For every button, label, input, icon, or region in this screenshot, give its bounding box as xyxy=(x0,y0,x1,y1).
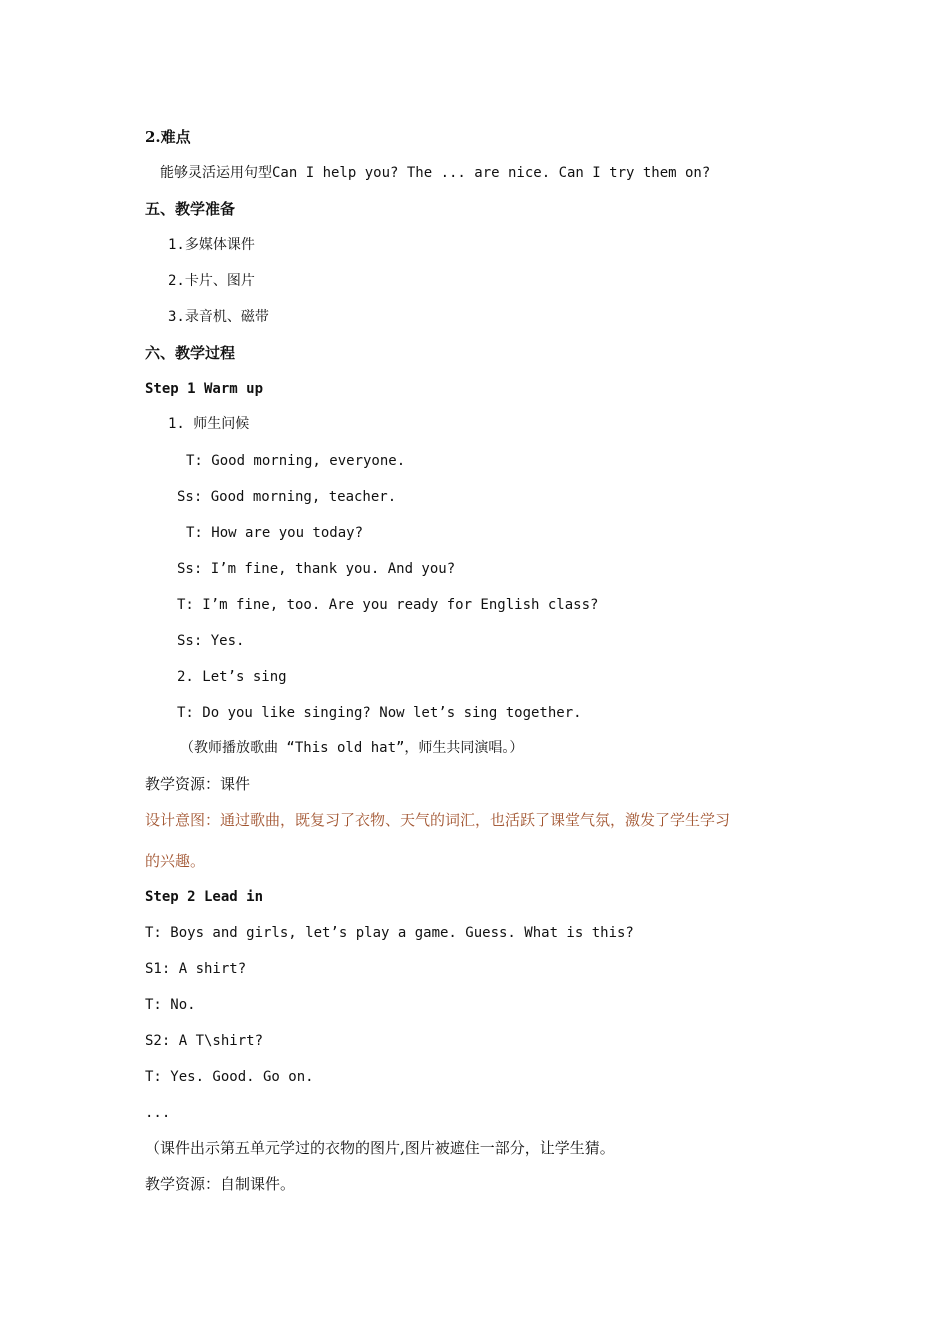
dialogue-line: T: No. xyxy=(145,997,196,1013)
difficulty-heading: 2.难点 xyxy=(145,128,191,146)
design-intent: 设计意图：通过歌曲，既复习了衣物、天气的词汇，也活跃了课堂气氛，激发了学生学习 xyxy=(145,811,731,829)
dialogue-line: T: Do you like singing? Now let’s sing together. xyxy=(177,705,582,721)
dialogue-line: Ss: Good morning, teacher. xyxy=(177,489,397,505)
dialogue-line: T: Yes. Good. Go on. xyxy=(145,1069,314,1085)
step2-heading: Step 2 Lead in xyxy=(145,889,264,905)
difficulty-text: 能够灵活运用句型Can I help you? The ... are nice. Can I try them on? xyxy=(160,165,711,181)
dialogue-line: S1: A shirt? xyxy=(145,961,247,977)
step1-sub-heading: 2. Let’s sing xyxy=(177,669,287,685)
step1-heading: Step 1 Warm up xyxy=(145,381,264,397)
design-intent: 的兴趣。 xyxy=(145,852,206,870)
process-heading: 六、教学过程 xyxy=(145,344,236,362)
teacher-note: （课件出示第五单元学过的衣物的图片,图片被遮住一部分，让学生猜。 xyxy=(145,1139,615,1157)
dialogue-line: T: Good morning, everyone. xyxy=(186,453,406,469)
dialogue-line: T: Boys and girls, let’s play a game. Guess. What is this? xyxy=(145,925,634,941)
dialogue-line: T: How are you today? xyxy=(186,525,364,541)
dialogue-line: ... xyxy=(145,1105,171,1121)
prep-item: 3.录音机、磁带 xyxy=(168,309,269,325)
resource-line: 教学资源：自制课件。 xyxy=(145,1175,296,1193)
dialogue-line: S2: A T\shirt? xyxy=(145,1033,264,1049)
step1-sub-heading: 1. 师生问候 xyxy=(168,416,250,432)
teacher-note: （教师播放歌曲 “This old hat”，师生共同演唱。） xyxy=(180,740,524,756)
prep-item: 2.卡片、图片 xyxy=(168,273,255,289)
dialogue-line: T: I’m fine, too. Are you ready for English class? xyxy=(177,597,599,613)
dialogue-line: Ss: Yes. xyxy=(177,633,245,649)
prep-heading: 五、教学准备 xyxy=(145,200,236,218)
resource-line: 教学资源：课件 xyxy=(145,775,251,793)
dialogue-line: Ss: I’m fine, thank you. And you? xyxy=(177,561,456,577)
prep-item: 1.多媒体课件 xyxy=(168,237,255,253)
